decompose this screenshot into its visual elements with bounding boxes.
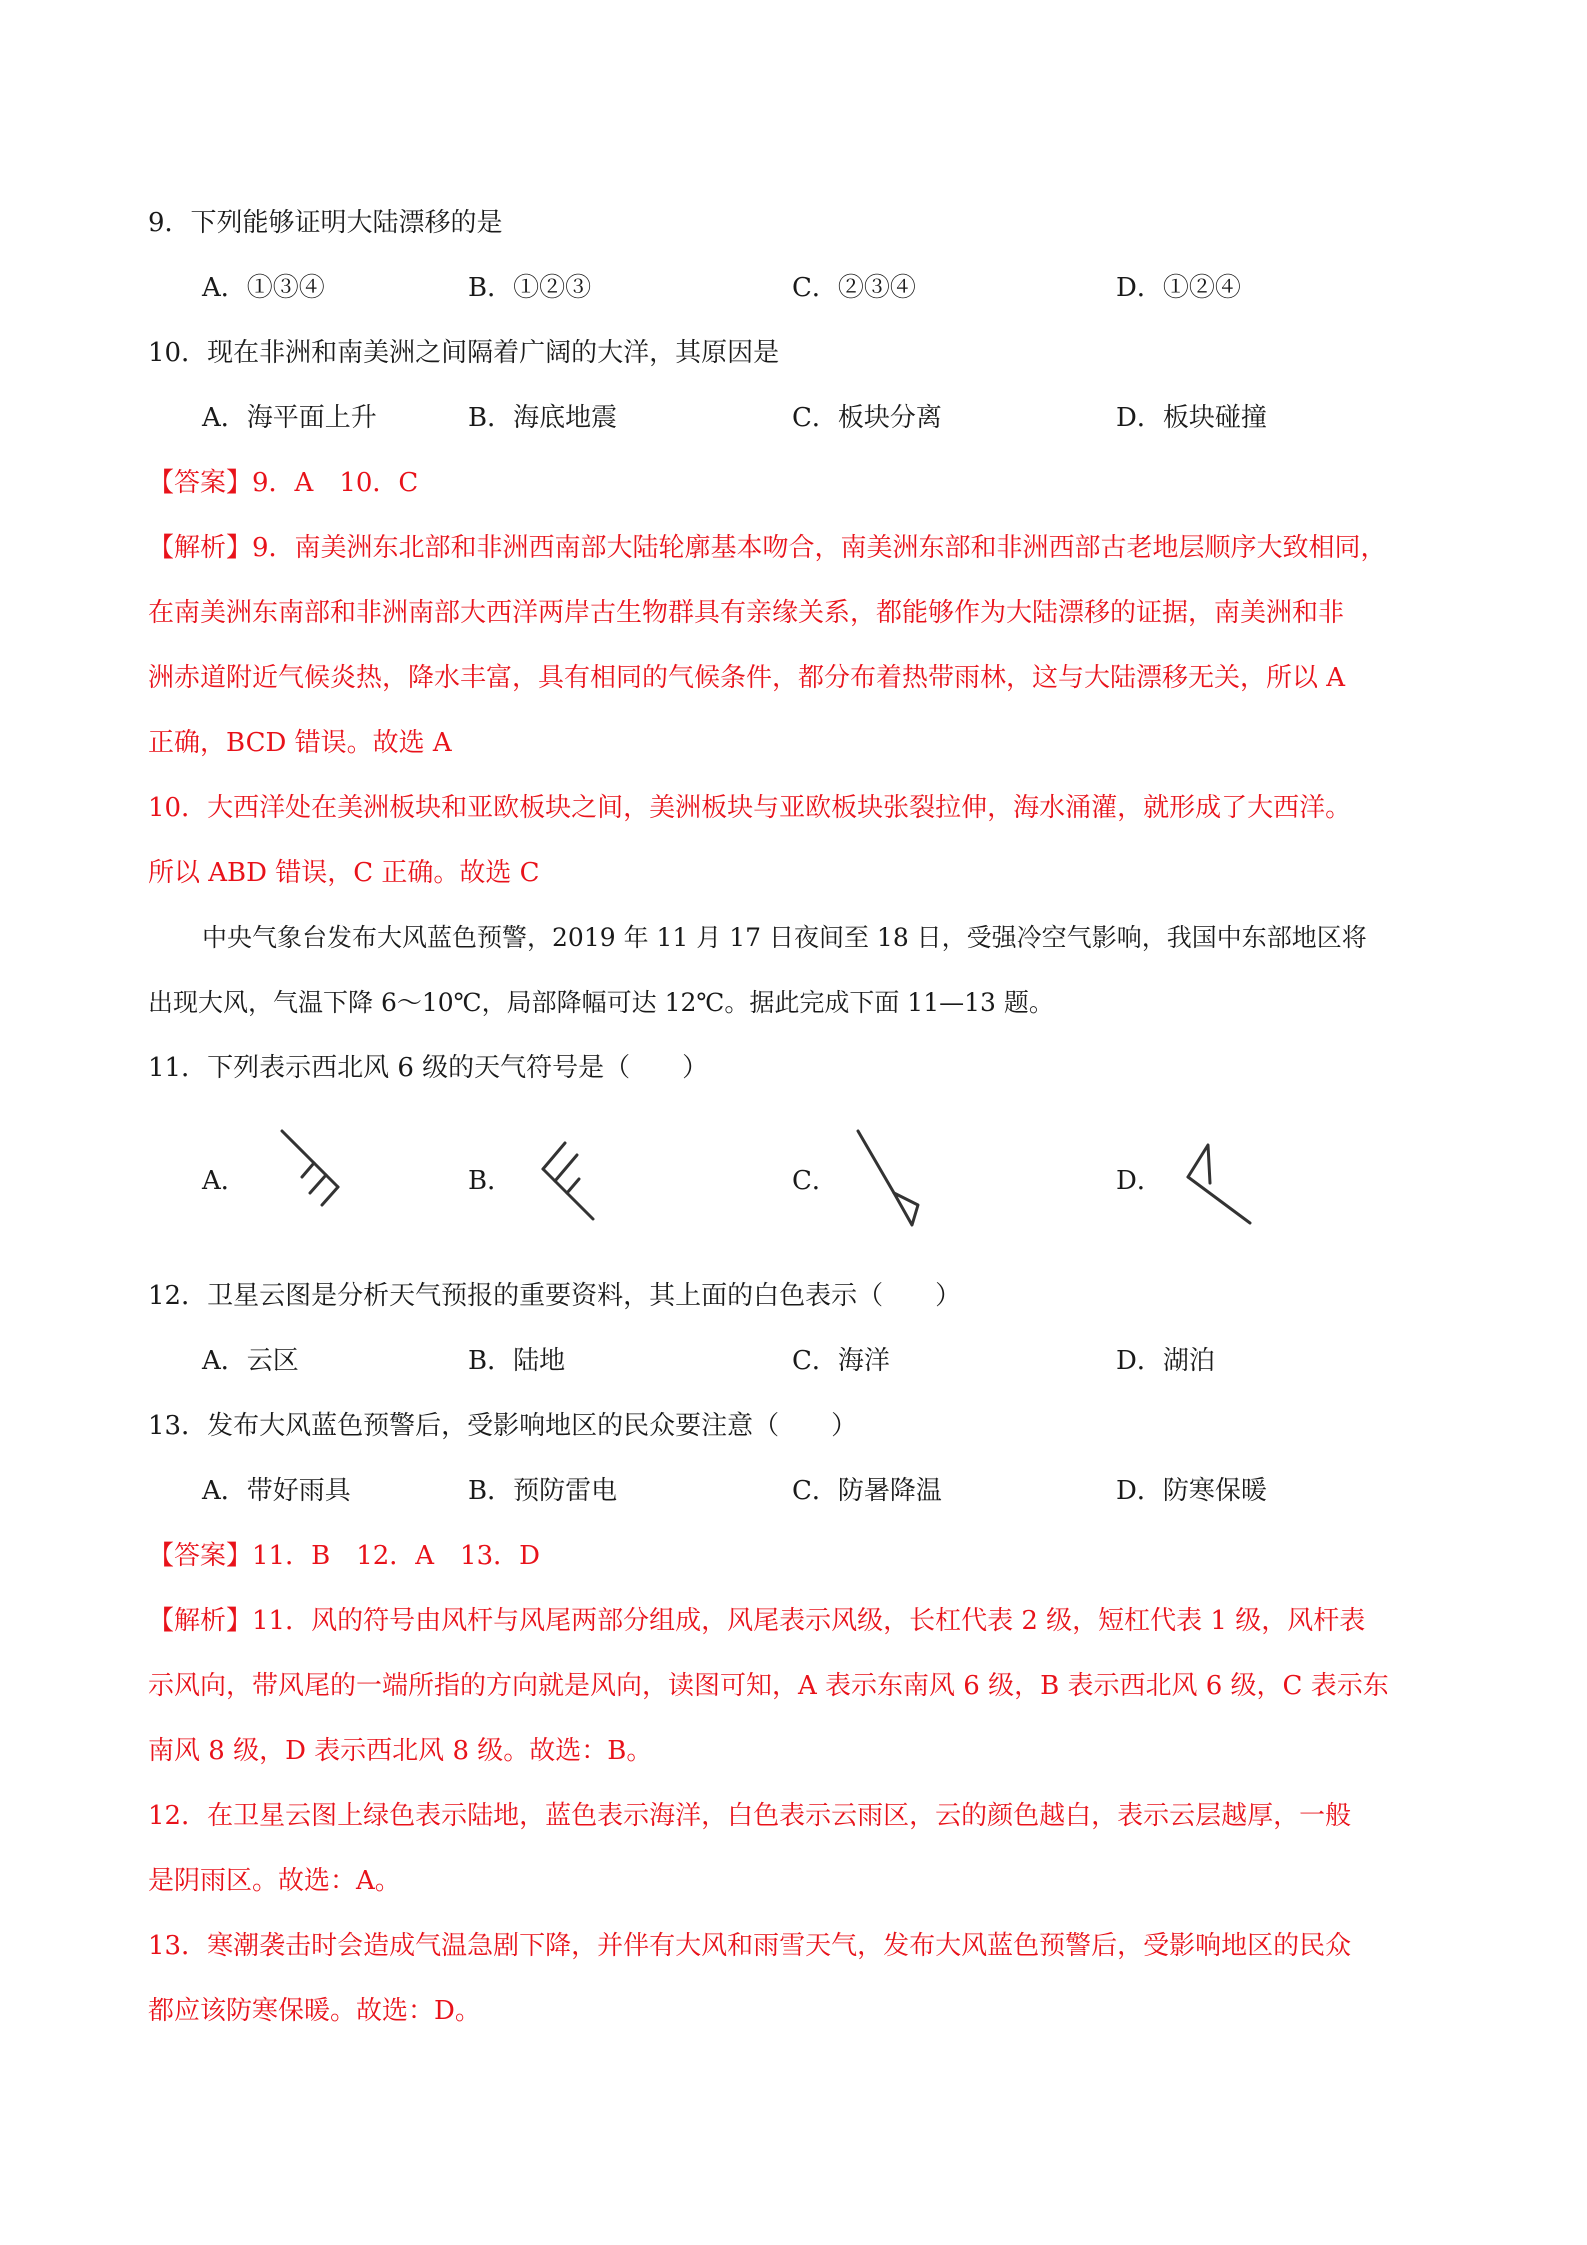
question-13-option-d: D．防寒保暖 — [1116, 1476, 1267, 1506]
question-10-option-d: D．板块碰撞 — [1116, 403, 1267, 433]
question-13-stem: 13．发布大风蓝色预警后，受影响地区的民众要注意（ ） — [148, 1411, 858, 1441]
question-9-option-b: B．①②③ — [468, 273, 592, 303]
analysis-2-line-5: 是阴雨区。故选：A。 — [148, 1866, 401, 1896]
question-11-stem: 11．下列表示西北风 6 级的天气符号是（ ） — [148, 1053, 709, 1083]
answer-block-1: 【答案】9．A 10．C — [148, 468, 419, 498]
question-13-option-a: A．带好雨具 — [202, 1476, 351, 1506]
question-9-stem: 9．下列能够证明大陆漂移的是 — [148, 208, 503, 238]
analysis-2-line-7: 都应该防寒保暖。故选：D。 — [148, 1996, 481, 2026]
answer-block-2: 【答案】11．B 12．A 13．D — [148, 1541, 540, 1571]
question-11-option-a-label: A． — [202, 1166, 247, 1196]
analysis-2-line-1: 【解析】11．风的符号由风杆与风尾两部分组成，风尾表示风级，长杠代表 2 级，短杠代表 1 级，风杆表 — [148, 1606, 1366, 1636]
analysis-1-line-6: 所以 ABD 错误，C 正确。故选 C — [148, 858, 540, 888]
wind-symbol-d-icon — [1180, 1125, 1260, 1225]
question-9-option-a: A．①③④ — [202, 273, 325, 303]
analysis-2-line-6: 13．寒潮袭击时会造成气温急剧下降，并伴有大风和雨雪天气，发布大风蓝色预警后，受影响地区的民众 — [148, 1931, 1352, 1961]
question-9-option-c: C．②③④ — [792, 273, 916, 303]
question-9-option-d: D．①②④ — [1116, 273, 1241, 303]
passage-line-2: 出现大风，气温下降 6～10℃，局部降幅可达 12℃。据此完成下面 11—13 题。 — [148, 988, 1054, 1017]
question-10-option-a: A．海平面上升 — [202, 403, 377, 433]
wind-symbol-b-icon — [535, 1125, 615, 1225]
question-12-option-a: A．云区 — [202, 1346, 299, 1376]
question-12-option-b: B．陆地 — [468, 1346, 566, 1376]
question-11-option-b-label: B． — [468, 1166, 514, 1196]
passage-line-1: 中央气象台发布大风蓝色预警，2019 年 11 月 17 日夜间至 18 日，受强冷空气影响，我国中东部地区将 — [202, 923, 1367, 952]
question-10-option-c: C．板块分离 — [792, 403, 942, 433]
wind-symbol-a-icon — [270, 1125, 350, 1225]
analysis-1-line-4: 正确，BCD 错误。故选 A — [148, 728, 452, 758]
analysis-1-line-3: 洲赤道附近气候炎热，降水丰富，具有相同的气候条件，都分布着热带雨林，这与大陆漂移无关，所以 A — [148, 663, 1346, 693]
question-10-option-b: B．海底地震 — [468, 403, 618, 433]
question-11-option-d-label: D． — [1116, 1166, 1163, 1196]
question-13-option-b: B．预防雷电 — [468, 1476, 618, 1506]
analysis-2-line-2: 示风向，带风尾的一端所指的方向就是风向，读图可知，A 表示东南风 6 级，B 表示西北风 6 级，C 表示东 — [148, 1671, 1389, 1701]
question-12-stem: 12．卫星云图是分析天气预报的重要资料，其上面的白色表示（ ） — [148, 1281, 962, 1311]
analysis-1-line-1: 【解析】9．南美洲东北部和非洲西南部大陆轮廓基本吻合，南美洲东部和非洲西部古老地层顺序大致相同， — [148, 533, 1387, 563]
question-10-stem: 10．现在非洲和南美洲之间隔着广阔的大洋，其原因是 — [148, 338, 780, 368]
question-11-option-c-label: C． — [792, 1166, 838, 1196]
question-12-option-c: C．海洋 — [792, 1346, 890, 1376]
analysis-1-line-2: 在南美洲东南部和非洲南部大西洋两岸古生物群具有亲缘关系，都能够作为大陆漂移的证据，南美洲和非 — [148, 598, 1345, 628]
analysis-1-line-5: 10．大西洋处在美洲板块和亚欧板块之间，美洲板块与亚欧板块张裂拉伸，海水涌灌，就形成了大西洋。 — [148, 793, 1352, 823]
question-13-option-c: C．防暑降温 — [792, 1476, 942, 1506]
analysis-2-line-4: 12．在卫星云图上绿色表示陆地，蓝色表示海洋，白色表示云雨区，云的颜色越白，表示云层越厚，一般 — [148, 1801, 1352, 1831]
wind-symbol-c-icon — [850, 1125, 930, 1225]
question-12-option-d: D．湖泊 — [1116, 1346, 1215, 1376]
analysis-2-line-3: 南风 8 级，D 表示西北风 8 级。故选：B。 — [148, 1736, 653, 1766]
